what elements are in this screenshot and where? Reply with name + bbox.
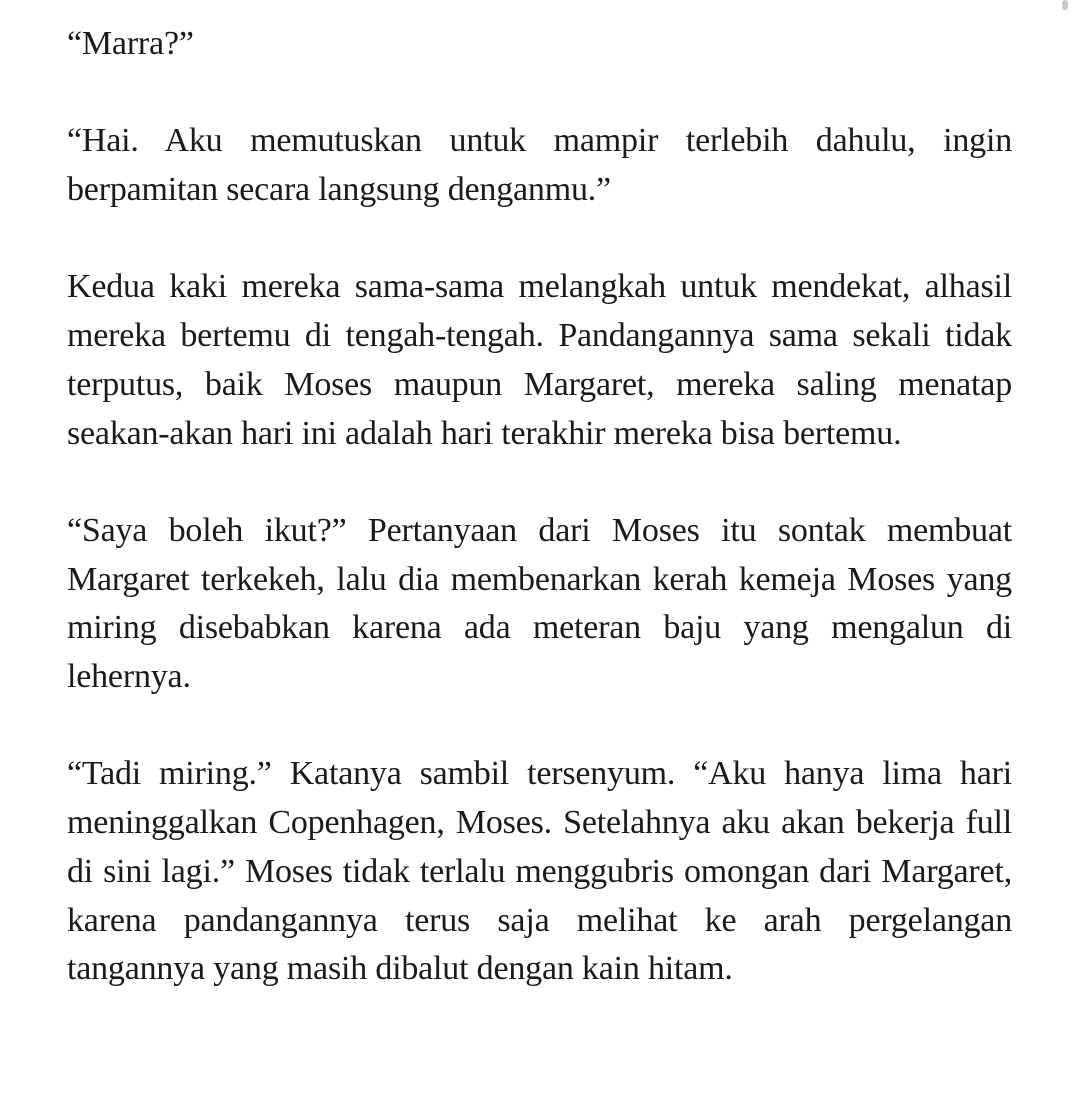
paragraph-explanation: “Tadi miring.” Katanya sambil tersenyum. “Aku hanya lima hari meninggalkan Copenhagen, Moses. Setelahnya aku akan bekerja full di sini lagi.” Moses tidak terlalu menggubris omongan dari Margaret, karena pandangannya terus saja melihat ke arah pergelangan tangannya yang masih dibalut dengan kain hitam. [67, 755, 1012, 988]
paragraph-greeting: “Marra?” [67, 25, 194, 62]
vertical-scrollbar[interactable] [1052, 0, 1080, 1120]
reading-pane [67, 20, 1012, 994]
scrollbar-thumb[interactable] [1062, 0, 1068, 10]
paragraph-question: “Saya boleh ikut?” Pertanyaan dari Moses itu sontak membuat Margaret terkekeh, lalu dia membenarkan kerah kemeja Moses yang miring disebabkan karena ada meteran baju yang mengalun di lehernya. [67, 511, 1012, 696]
paragraph-farewell: “Hai. Aku memutuskan untuk mampir terlebih dahulu, ingin berpamitan secara langsung denganmu.” [67, 122, 1012, 209]
paragraph-meeting: Kedua kaki mereka sama-sama melangkah untuk mendekat, alhasil mereka bertemu di tengah-tengah. Pandangannya sama sekali tidak terputus, baik Moses maupun Margaret, mereka saling menatap seakan-akan hari ini adalah hari terakhir mereka bisa bertemu. [67, 268, 1012, 452]
